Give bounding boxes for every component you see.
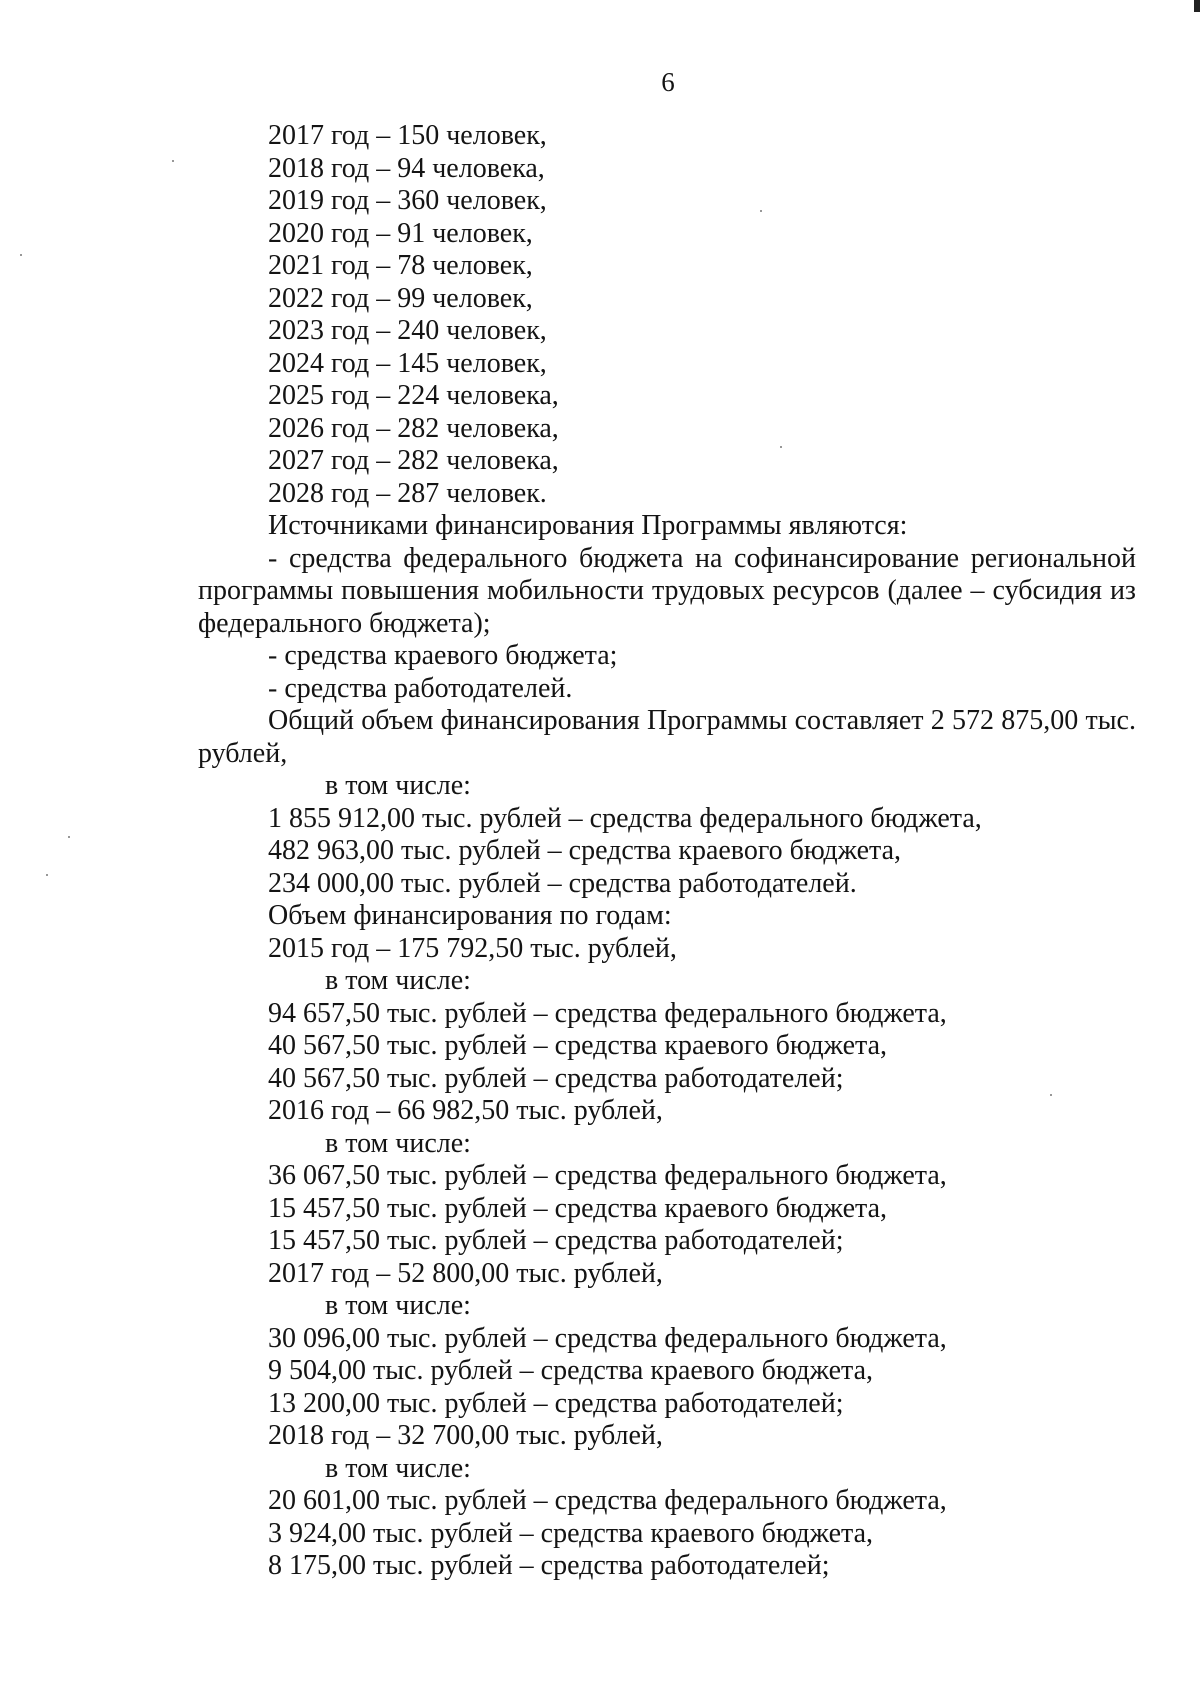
body-line: 482 963,00 тыс. рублей – средства краевого бюджета, [268,835,902,866]
body-line: рублей, [198,737,288,769]
body-line: 94 657,50 тыс. рублей – средства федерального бюджета, [268,997,947,1029]
body-line: в том числе: [325,1127,471,1159]
body-line: Источниками финансирования Программы являются: [268,510,908,541]
body-line: 30 096,00 тыс. рублей – средства федерального бюджета, [268,1322,947,1354]
body-line: - средства федерального бюджета на софинансирование региональной [268,542,1136,574]
body-line: 40 567,50 тыс. рублей – средства работодателей; [268,1062,844,1094]
scan-speck [172,160,174,162]
scan-speck [46,874,48,876]
scan-speck [760,210,762,212]
body-line: 2027 год – 282 человека, [268,445,559,476]
body-line: в том числе: [325,1290,471,1321]
body-line: - средства краевого бюджета; [268,640,618,671]
body-line: 20 601,00 тыс. рублей – средства федерального бюджета, [268,1485,947,1516]
body-line: 234 000,00 тыс. рублей – средства работодателей. [268,867,857,899]
scan-speck [20,254,22,256]
body-line: в том числе: [325,770,471,801]
body-line: 40 567,50 тыс. рублей – средства краевого бюджета, [268,1030,888,1061]
body-line: 13 200,00 тыс. рублей – средства работодателей; [268,1387,844,1419]
body-line: 15 457,50 тыс. рублей – средства работодателей; [268,1225,844,1256]
body-line: 15 457,50 тыс. рублей – средства краевого бюджета, [268,1192,888,1224]
body-line: 36 067,50 тыс. рублей – средства федерального бюджета, [268,1160,947,1191]
body-line: 2017 год – 52 800,00 тыс. рублей, [268,1257,663,1289]
body-line: Общий объем финансирования Программы составляет 2 572 875,00 тыс. [268,705,1136,736]
body-line: 2023 год – 240 человек, [268,315,547,346]
body-line: 2019 год – 360 человек, [268,185,547,216]
body-line: 2026 год – 282 человека, [268,412,559,444]
body-line: 2018 год – 32 700,00 тыс. рублей, [268,1420,663,1451]
body-line: 2024 год – 145 человек, [268,347,547,379]
body-line: 2016 год – 66 982,50 тыс. рублей, [268,1095,663,1126]
scan-speck [68,836,70,838]
body-line: 3 924,00 тыс. рублей – средства краевого бюджета, [268,1517,874,1549]
page-number: 6 [661,67,675,97]
body-line: 2025 год – 224 человека, [268,380,559,411]
body-line: 8 175,00 тыс. рублей – средства работодателей; [268,1550,830,1581]
body-line: федерального бюджета); [198,607,491,639]
body-line: 1 855 912,00 тыс. рублей – средства федерального бюджета, [268,802,982,834]
body-line: 2022 год – 99 человек, [268,282,533,314]
body-line: 2021 год – 78 человек, [268,250,533,281]
body-line: 9 504,00 тыс. рублей – средства краевого бюджета, [268,1355,874,1386]
body-line: в том числе: [325,1452,471,1484]
body-line: программы повышения мобильности трудовых ресурсов (далее – субсидия из [198,575,1136,606]
scan-speck [780,446,782,448]
body-line: 2017 год – 150 человек, [268,120,547,151]
body-line: 2018 год – 94 человека, [268,152,545,184]
body-line: - средства работодателей. [268,672,573,704]
scan-edge-mark [1194,0,1200,12]
body-line: 2028 год – 287 человек. [268,477,547,509]
scan-speck [1050,1094,1052,1096]
body-line: 2015 год – 175 792,50 тыс. рублей, [268,932,677,964]
body-line: в том числе: [325,965,471,996]
body-line: Объем финансирования по годам: [268,900,672,931]
body-line: 2020 год – 91 человек, [268,217,533,249]
